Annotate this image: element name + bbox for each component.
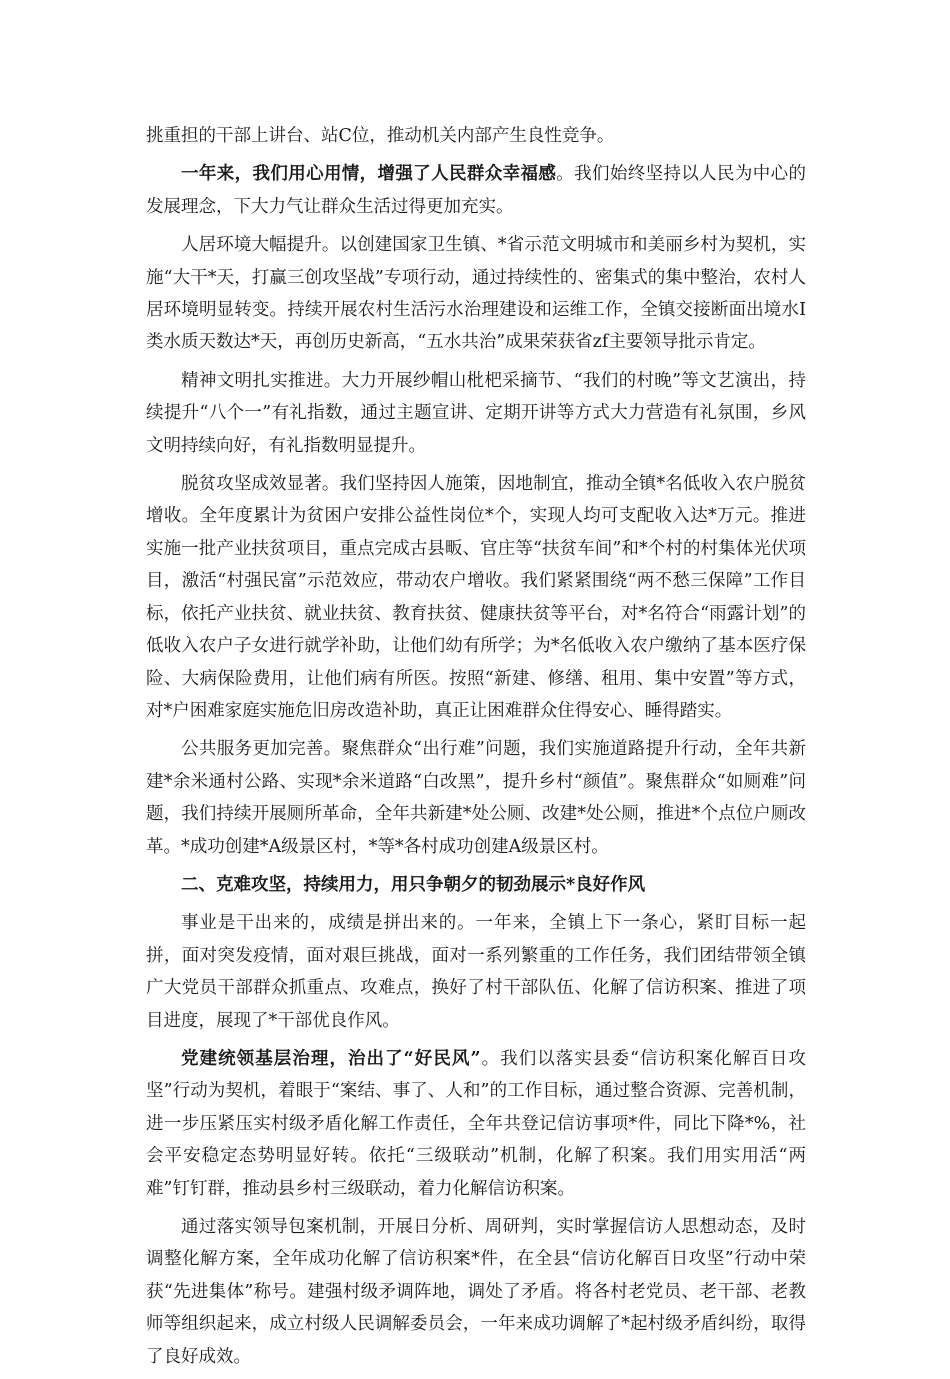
paragraph-spiritual-civilization: 精神文明扎实推进。大力开展纱帽山枇杷采摘节、“我们的村晚”等文艺演出，持续提升“八个一”有礼指数，通过主题宣讲、定期开讲等方式大力营造有礼氛围，乡风文明持续向好，有礼指数明显提升。 (146, 370, 806, 456)
paragraph-text: 。我们始终坚持以人民为中心的发展理念，下大力气让群众生活过得更加充实。 (146, 164, 807, 217)
paragraph-achievements: 事业是干出来的，成绩是拼出来的。一年来，全镇上下一条心，紧盯目标一起拼，面对突发疫情，面对艰巨挑战，面对一系列繁重的工作任务，我们团结带领全镇广大党员干部群众抓重点、攻难点，换好了村干部队伍、化解了信访积案、推进了项目进度，展现了*干部优良作风。 (146, 913, 806, 1031)
lead-sentence: 党建统领基层治理，治出了“好民风” (181, 1048, 481, 1069)
paragraph-poverty-alleviation: 脱贫攻坚成效显著。我们坚持因人施策，因地制宜，推动全镇*名低收入农户脱贫增收。全年度累计为贫困户安排公益性岗位*个，实现人均可支配收入达*万元。推进实施一批产业扶贫项目，重点完成古县畈、官庄等“扶贫车间”和*个村的村集体光伏项目，激活“村强民富”示范效应，带动农户增收。我们紧紧围绕“两不愁三保障”工作目标，依托产业扶贫、就业扶贫、教育扶贫、健康扶贫等平台，对*名符合“雨露计划”的低收入农户子女进行就学补助，让他们幼有所学；为*名低收入农户缴纳了基本医疗保险、大病保险费用，让他们病有所医。按照“新建、修缮、租用、集中安置”等方式，对*户困难家庭实施危旧房改造补助，真正让困难群众住得安心、睡得踏实。 (146, 474, 806, 721)
paragraph-party-governance (146, 1043, 806, 1205)
paragraph-text: 。我们以落实县委“信访积案化解百日攻坚”行动为契机，着眼于“案结、事了、人和”的工作目标，通过整合资源、完善机制，进一步压紧压实村级矛盾化解工作责任，全年共登记信访事项*件，同比下降*%，社会平安稳定态势明显好转。依托“三级联动”机制，化解了积案。我们用实用活“两难”钉钉群，推动县乡村三级联动，着力化解信访积案。 (146, 1048, 806, 1199)
section-heading: 二、克难攻坚，持续用力，用只争朝夕的韧劲展示*良好作风 (181, 874, 646, 895)
paragraph-petition-resolution: 通过落实领导包案机制，开展日分析、周研判，实时掌握信访人思想动态，及时调整化解方案，全年成功化解了信访积案*件，在全县“信访化解百日攻坚”行动中荣获“先进集体”称号。建强村级矛调阵地，调处了矛盾。将各村老党员、老干部、老教师等组织起来，成立村级人民调解委员会，一年来成功调解了*起村级矛盾纠纷，取得了良好成效。 (146, 1217, 806, 1367)
document-page (146, 120, 806, 1379)
paragraph-living-environment: 人居环境大幅提升。以创建国家卫生镇、*省示范文明城市和美丽乡村为契机，实施“大干*天，打赢三创攻坚战”专项行动，通过持续性的、密集式的集中整治，农村人居环境明显转变。持续开展农村生活污水治理建设和运维工作，全镇交接断面出境水Ⅰ类水质天数达*天，再创历史新高，“五水共治”成果荣获省zf主要领导批示肯定。 (146, 235, 806, 353)
paragraph-public-services: 公共服务更加完善。聚焦群众“出行难”问题，我们实施道路提升行动，全年共新建*余米通村公路、实现*余米道路“白改黑”，提升乡村“颜值”。聚焦群众“如厕难”问题，我们持续开展厕所革命，全年共新建*处公厕、改建*处公厕，推进*个点位户厕改革。*成功创建*A级景区村，*等*各村成功创建A级景区村。 (146, 739, 806, 857)
lead-sentence: 一年来，我们用心用情，增强了人民群众幸福感 (181, 164, 557, 185)
paragraph-people-happiness (146, 158, 806, 223)
paragraph-continuation: 挑重担的干部上讲台、站C位，推动机关内部产生良性竞争。 (146, 126, 615, 146)
